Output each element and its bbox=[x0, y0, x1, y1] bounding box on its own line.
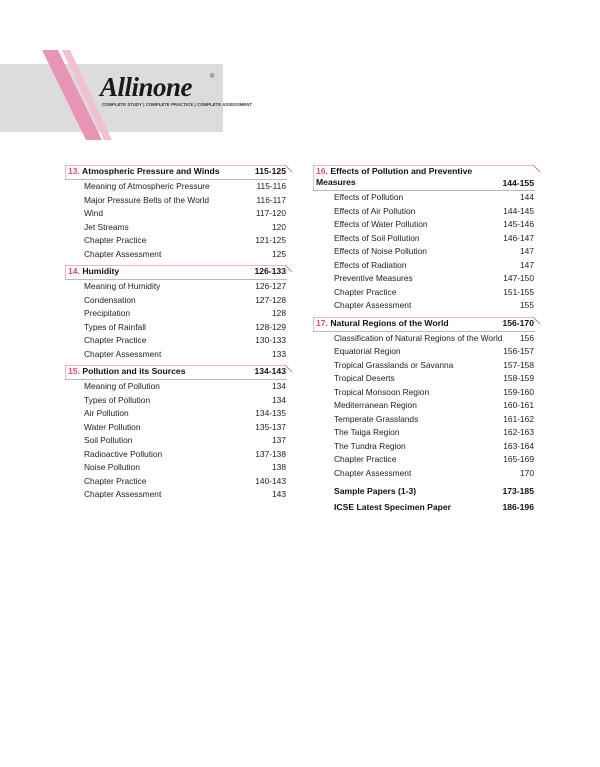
chapter-pages: 156-170 bbox=[502, 317, 534, 328]
toc-item[interactable] bbox=[313, 191, 540, 205]
toc-item-label: Jet Streams bbox=[84, 221, 129, 232]
toc-item-label: Temperate Grasslands bbox=[334, 413, 419, 424]
toc-item-page: 116-117 bbox=[256, 194, 286, 205]
toc-item[interactable] bbox=[313, 386, 540, 400]
toc-item[interactable] bbox=[313, 399, 540, 413]
toc-item-page: 161-162 bbox=[503, 413, 534, 424]
logo-tagline: COMPLETE STUDY | COMPLETE PRACTICE | COMPLETE ASSESSMENT bbox=[102, 102, 253, 107]
toc-item[interactable] bbox=[65, 488, 292, 502]
toc-item[interactable] bbox=[313, 232, 540, 246]
toc-item-page: 115-116 bbox=[256, 181, 286, 191]
logo-name: Allinone bbox=[100, 72, 193, 102]
toc-item-page: 128 bbox=[272, 308, 286, 318]
toc-item-page: 133 bbox=[272, 348, 286, 359]
toc-item[interactable] bbox=[65, 248, 292, 262]
toc-right-column bbox=[313, 165, 540, 516]
toc-item[interactable] bbox=[313, 467, 540, 481]
chapter-14-topics bbox=[65, 280, 292, 361]
sample-papers-page: 173-185 bbox=[502, 486, 534, 496]
toc-item-label: Effects of Soil Pollution bbox=[334, 232, 420, 243]
chapter-number: 16. bbox=[316, 166, 328, 176]
toc-item-label: Chapter Practice bbox=[334, 286, 397, 297]
toc-item[interactable] bbox=[313, 299, 540, 313]
toc-item[interactable] bbox=[313, 359, 540, 373]
toc-item[interactable] bbox=[313, 413, 540, 427]
toc-item[interactable] bbox=[313, 332, 540, 346]
toc-item-page: 151-155 bbox=[503, 286, 534, 297]
specimen-paper-entry[interactable] bbox=[313, 500, 540, 516]
toc-item-page: 137 bbox=[272, 435, 286, 445]
toc-item-label: Meaning of Pollution bbox=[84, 381, 160, 391]
toc-item[interactable] bbox=[313, 245, 540, 259]
toc-item-page: 127-128 bbox=[255, 294, 286, 305]
toc-item-page: 147 bbox=[520, 246, 534, 256]
toc-item[interactable] bbox=[65, 421, 292, 435]
chapter-pages: 115-125 bbox=[254, 166, 286, 176]
toc-item-page: 117-120 bbox=[255, 208, 286, 218]
chapter-title bbox=[68, 366, 185, 376]
toc-item-label: Soil Pollution bbox=[84, 435, 133, 445]
toc-item-label: Chapter Assessment bbox=[84, 348, 162, 359]
toc-item[interactable] bbox=[65, 380, 292, 394]
logo-registered-mark: ® bbox=[210, 74, 215, 80]
toc-item-label: Effects of Water Pollution bbox=[334, 219, 428, 229]
toc-item-label: Chapter Practice bbox=[84, 235, 147, 245]
toc-item-page: 158-159 bbox=[503, 373, 534, 383]
toc-item[interactable] bbox=[313, 372, 540, 386]
toc-item-label: Meaning of Humidity bbox=[84, 281, 161, 291]
toc-item-page: 156-157 bbox=[503, 346, 534, 356]
toc-item[interactable] bbox=[65, 434, 292, 448]
toc-item-page: 145-146 bbox=[503, 219, 534, 229]
toc-item-label: Effects of Radiation bbox=[334, 259, 407, 270]
toc-item-label: Noise Pollution bbox=[84, 462, 140, 472]
toc-item-label: Effects of Noise Pollution bbox=[334, 246, 427, 256]
toc-item[interactable] bbox=[65, 407, 292, 421]
toc-item-label: Meaning of Atmospheric Pressure bbox=[84, 181, 210, 191]
toc-item-label: Tropical Grasslands or Savanna bbox=[334, 359, 454, 370]
toc-item-label: Chapter Practice bbox=[84, 335, 147, 345]
chapter-title bbox=[316, 166, 476, 188]
toc-item-page: 134 bbox=[272, 381, 286, 391]
toc-item-page: 134 bbox=[272, 394, 286, 405]
toc-item[interactable] bbox=[313, 259, 540, 273]
toc-item-label: Tropical Deserts bbox=[334, 373, 395, 383]
toc-item-label: Water Pollution bbox=[84, 421, 141, 432]
toc-item[interactable] bbox=[65, 475, 292, 489]
chapter-17-topics bbox=[313, 332, 540, 481]
toc-item[interactable] bbox=[65, 221, 292, 235]
toc-item-page: 135-137 bbox=[255, 421, 286, 432]
toc-item-label: Wind bbox=[84, 208, 104, 218]
chapter-17-header[interactable] bbox=[313, 317, 540, 332]
toc-item-page: 159-160 bbox=[503, 386, 534, 397]
chapter-13-topics bbox=[65, 180, 292, 261]
toc-item-page: 126-127 bbox=[255, 281, 286, 291]
toc-item[interactable] bbox=[65, 280, 292, 294]
toc-item-label: Types of Pollution bbox=[84, 394, 151, 405]
toc-item[interactable] bbox=[313, 205, 540, 219]
toc-item-label: Chapter Assessment bbox=[334, 467, 412, 478]
toc-item-page: 155 bbox=[520, 300, 534, 310]
toc-item[interactable] bbox=[65, 307, 292, 321]
toc-item[interactable] bbox=[65, 194, 292, 208]
toc-item-label: Mediterranean Region bbox=[334, 400, 417, 410]
chapter-number: 15. bbox=[68, 366, 80, 376]
chapter-15-header[interactable] bbox=[65, 365, 292, 380]
sample-papers-entry[interactable] bbox=[313, 484, 540, 500]
chapter-name: Effects of Pollution and Preventive Measures bbox=[316, 166, 473, 187]
toc-item-label: Condensation bbox=[84, 294, 136, 305]
toc-item-label: Chapter Practice bbox=[334, 454, 397, 464]
toc-item[interactable] bbox=[65, 461, 292, 475]
chapter-number: 14. bbox=[68, 266, 80, 276]
sample-papers-label: Sample Papers (1-3) bbox=[334, 486, 417, 496]
toc-item-label: Chapter Assessment bbox=[334, 300, 412, 310]
chapter-name: Humidity bbox=[82, 266, 120, 276]
toc-item-page: 157-158 bbox=[503, 359, 534, 370]
toc-item-label: Precipitation bbox=[84, 308, 131, 318]
toc-item-label: Effects of Air Pollution bbox=[334, 205, 416, 216]
toc-item-label: Chapter Practice bbox=[84, 475, 147, 486]
chapter-pages: 126-133 bbox=[254, 266, 286, 276]
toc-item-page: 138 bbox=[272, 462, 286, 472]
toc-item[interactable] bbox=[65, 294, 292, 308]
chapter-name: Pollution and its Sources bbox=[82, 366, 186, 376]
chapter-number: 17. bbox=[316, 317, 328, 328]
toc-item[interactable] bbox=[313, 440, 540, 454]
toc-item-page: 134-135 bbox=[255, 408, 286, 418]
toc-item-label: Chapter Assessment bbox=[84, 489, 162, 499]
toc-item-page: 147-150 bbox=[503, 273, 534, 283]
toc-item[interactable] bbox=[313, 453, 540, 467]
toc-item-label: Effects of Pollution bbox=[334, 192, 404, 202]
toc-item-page: 156 bbox=[520, 332, 534, 343]
toc-item-page: 128-129 bbox=[255, 321, 286, 332]
chapter-name: Natural Regions of the World bbox=[330, 317, 449, 328]
chapter-title bbox=[68, 266, 119, 276]
toc-item[interactable] bbox=[313, 272, 540, 286]
toc-item[interactable] bbox=[313, 345, 540, 359]
toc-item-page: 170 bbox=[520, 467, 534, 478]
chapter-title bbox=[68, 166, 220, 176]
toc-item-page: 140-143 bbox=[255, 475, 286, 486]
toc-item[interactable] bbox=[65, 448, 292, 462]
toc-item-label: Air Pollution bbox=[84, 408, 129, 418]
toc-item[interactable] bbox=[313, 426, 540, 440]
toc-item[interactable] bbox=[65, 348, 292, 362]
chapter-number: 13. bbox=[68, 166, 80, 176]
toc-item[interactable] bbox=[313, 218, 540, 232]
toc-item-label: The Tundra Region bbox=[334, 440, 406, 451]
toc-item[interactable] bbox=[65, 234, 292, 248]
toc-item-label: Types of Rainfall bbox=[84, 321, 146, 332]
toc-item-page: 147 bbox=[520, 259, 534, 270]
toc-item-page: 143 bbox=[272, 489, 286, 499]
toc-item-page: 120 bbox=[272, 221, 286, 232]
specimen-paper-page: 186-196 bbox=[502, 502, 534, 512]
toc-item[interactable] bbox=[65, 394, 292, 408]
chapter-16-header[interactable] bbox=[313, 165, 540, 191]
toc-item-label: The Taiga Region bbox=[334, 427, 400, 437]
toc-item-page: 163-164 bbox=[503, 440, 534, 451]
toc-item[interactable] bbox=[65, 207, 292, 221]
toc-item-page: 125 bbox=[272, 248, 286, 259]
specimen-paper-label: ICSE Latest Specimen Paper bbox=[334, 502, 452, 512]
chapter-16-topics bbox=[313, 191, 540, 313]
toc-item-label: Equatorial Region bbox=[334, 346, 401, 356]
toc-item-page: 121-125 bbox=[255, 235, 286, 245]
chapter-pages: 144-155 bbox=[502, 178, 534, 188]
toc-left-column bbox=[65, 165, 292, 502]
toc-item-page: 144-145 bbox=[503, 205, 534, 216]
toc-item-page: 130-133 bbox=[255, 335, 286, 345]
chapter-pages: 134-143 bbox=[254, 366, 286, 376]
toc-item[interactable] bbox=[65, 321, 292, 335]
toc-item-label: Preventive Measures bbox=[334, 273, 413, 283]
toc-item-label: Classification of Natural Regions of the World bbox=[334, 332, 503, 343]
toc-item-page: 165-169 bbox=[503, 454, 534, 464]
toc-item-page: 137-138 bbox=[255, 448, 286, 459]
toc-item[interactable] bbox=[313, 286, 540, 300]
allinone-logo bbox=[100, 72, 253, 118]
toc-item-page: 160-161 bbox=[503, 400, 534, 410]
chapter-14-header[interactable] bbox=[65, 265, 292, 280]
toc-item-label: Chapter Assessment bbox=[84, 248, 162, 259]
chapter-15-topics bbox=[65, 380, 292, 502]
toc-item[interactable] bbox=[65, 180, 292, 194]
chapter-title bbox=[316, 318, 449, 328]
chapter-13-header[interactable] bbox=[65, 165, 292, 180]
toc-item-label: Radioactive Pollution bbox=[84, 448, 163, 459]
toc-item-page: 146-147 bbox=[503, 232, 534, 243]
toc-item-label: Tropical Monsoon Region bbox=[334, 386, 430, 397]
chapter-name: Atmospheric Pressure and Winds bbox=[82, 166, 220, 176]
toc-item-page: 144 bbox=[520, 192, 534, 202]
toc-item-label: Major Pressure Belts of the World bbox=[84, 194, 210, 205]
toc-item[interactable] bbox=[65, 334, 292, 348]
toc-item-page: 162-163 bbox=[503, 427, 534, 437]
